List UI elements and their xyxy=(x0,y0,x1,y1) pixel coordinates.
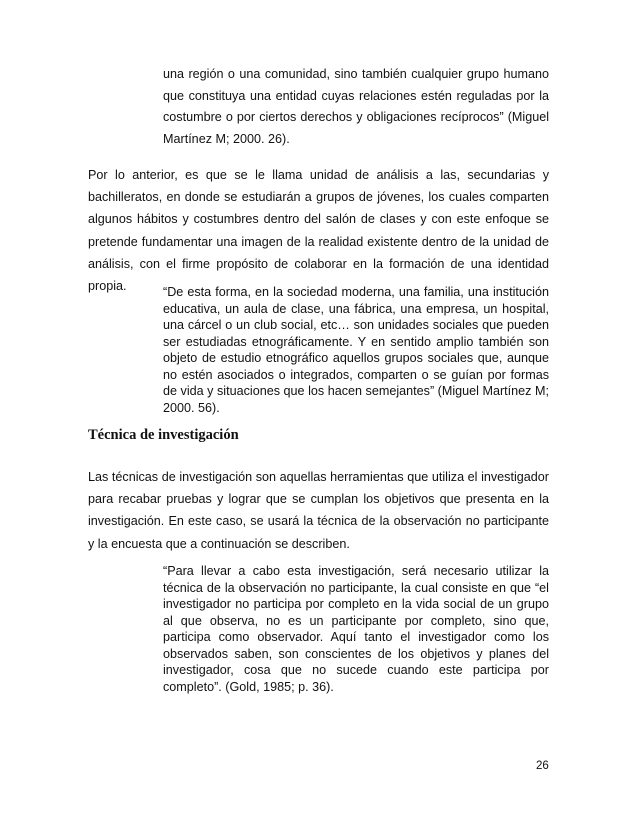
body-paragraph-analysis-unit: Por lo anterior, es que se le llama unidad de análisis a las, secundarias y bachilleratos, en donde se estudiarán a grupos de jóvenes, los cuales comparten algunos hábitos y costumbres dentro del salón de clases y con este enfoque se pretende fundamentar una imagen de la realidad existente dentro de la unidad de análisis, con el firme propósito de colaborar en la formación de una identidad propia. xyxy=(88,168,549,294)
page-number: 26 xyxy=(536,760,549,772)
body-paragraph-techniques: Las técnicas de investigación son aquellas herramientas que utiliza el investigador para recabar pruebas y lograr que se cumplan los objetivos que presenta en la investigación. En este caso, se usará la técnica de la observación no participante y la encuesta que a continuación se describen. xyxy=(88,470,549,551)
block-quote-ethnography: “De esta forma, en la sociedad moderna, una familia, una institución educativa, un aula de clase, una fábrica, una empresa, un hospital, una cárcel o un club social, etc… son unidades sociales que pueden ser estudiadas etnográficamente. Y en sentido amplio también son objeto de estudio etnográfico aquellos grupos sociales que, aunque no estén asociados o integrados, comparten o se guían por formas de vida y situaciones que los hacen semejantes” (Miguel Martínez M; 2000. 56). xyxy=(163,285,549,415)
section-heading: Técnica de investigación xyxy=(88,427,239,443)
block-quote-observation: “Para llevar a cabo esta investigación, será necesario utilizar la técnica de la observación no participante, la cual consiste en que “el investigador no participa por completo en la vida social de un grupo al que observa, no es un participante por completo, sino que, participa como observador. Aquí tanto el investigador como los observados saben, son conscientes de los objetivos y planes del investigador, cosa que no sucede cuando este participa por completo”. (Gold, 1985; p. 36). xyxy=(163,564,549,694)
block-quote-continuation: una región o una comunidad, sino también cualquier grupo humano que constituya una entidad cuyas relaciones estén reguladas por la costumbre o por ciertos derechos y obligaciones recíprocos” (Miguel Martínez M; 2000. 26). xyxy=(163,67,549,146)
